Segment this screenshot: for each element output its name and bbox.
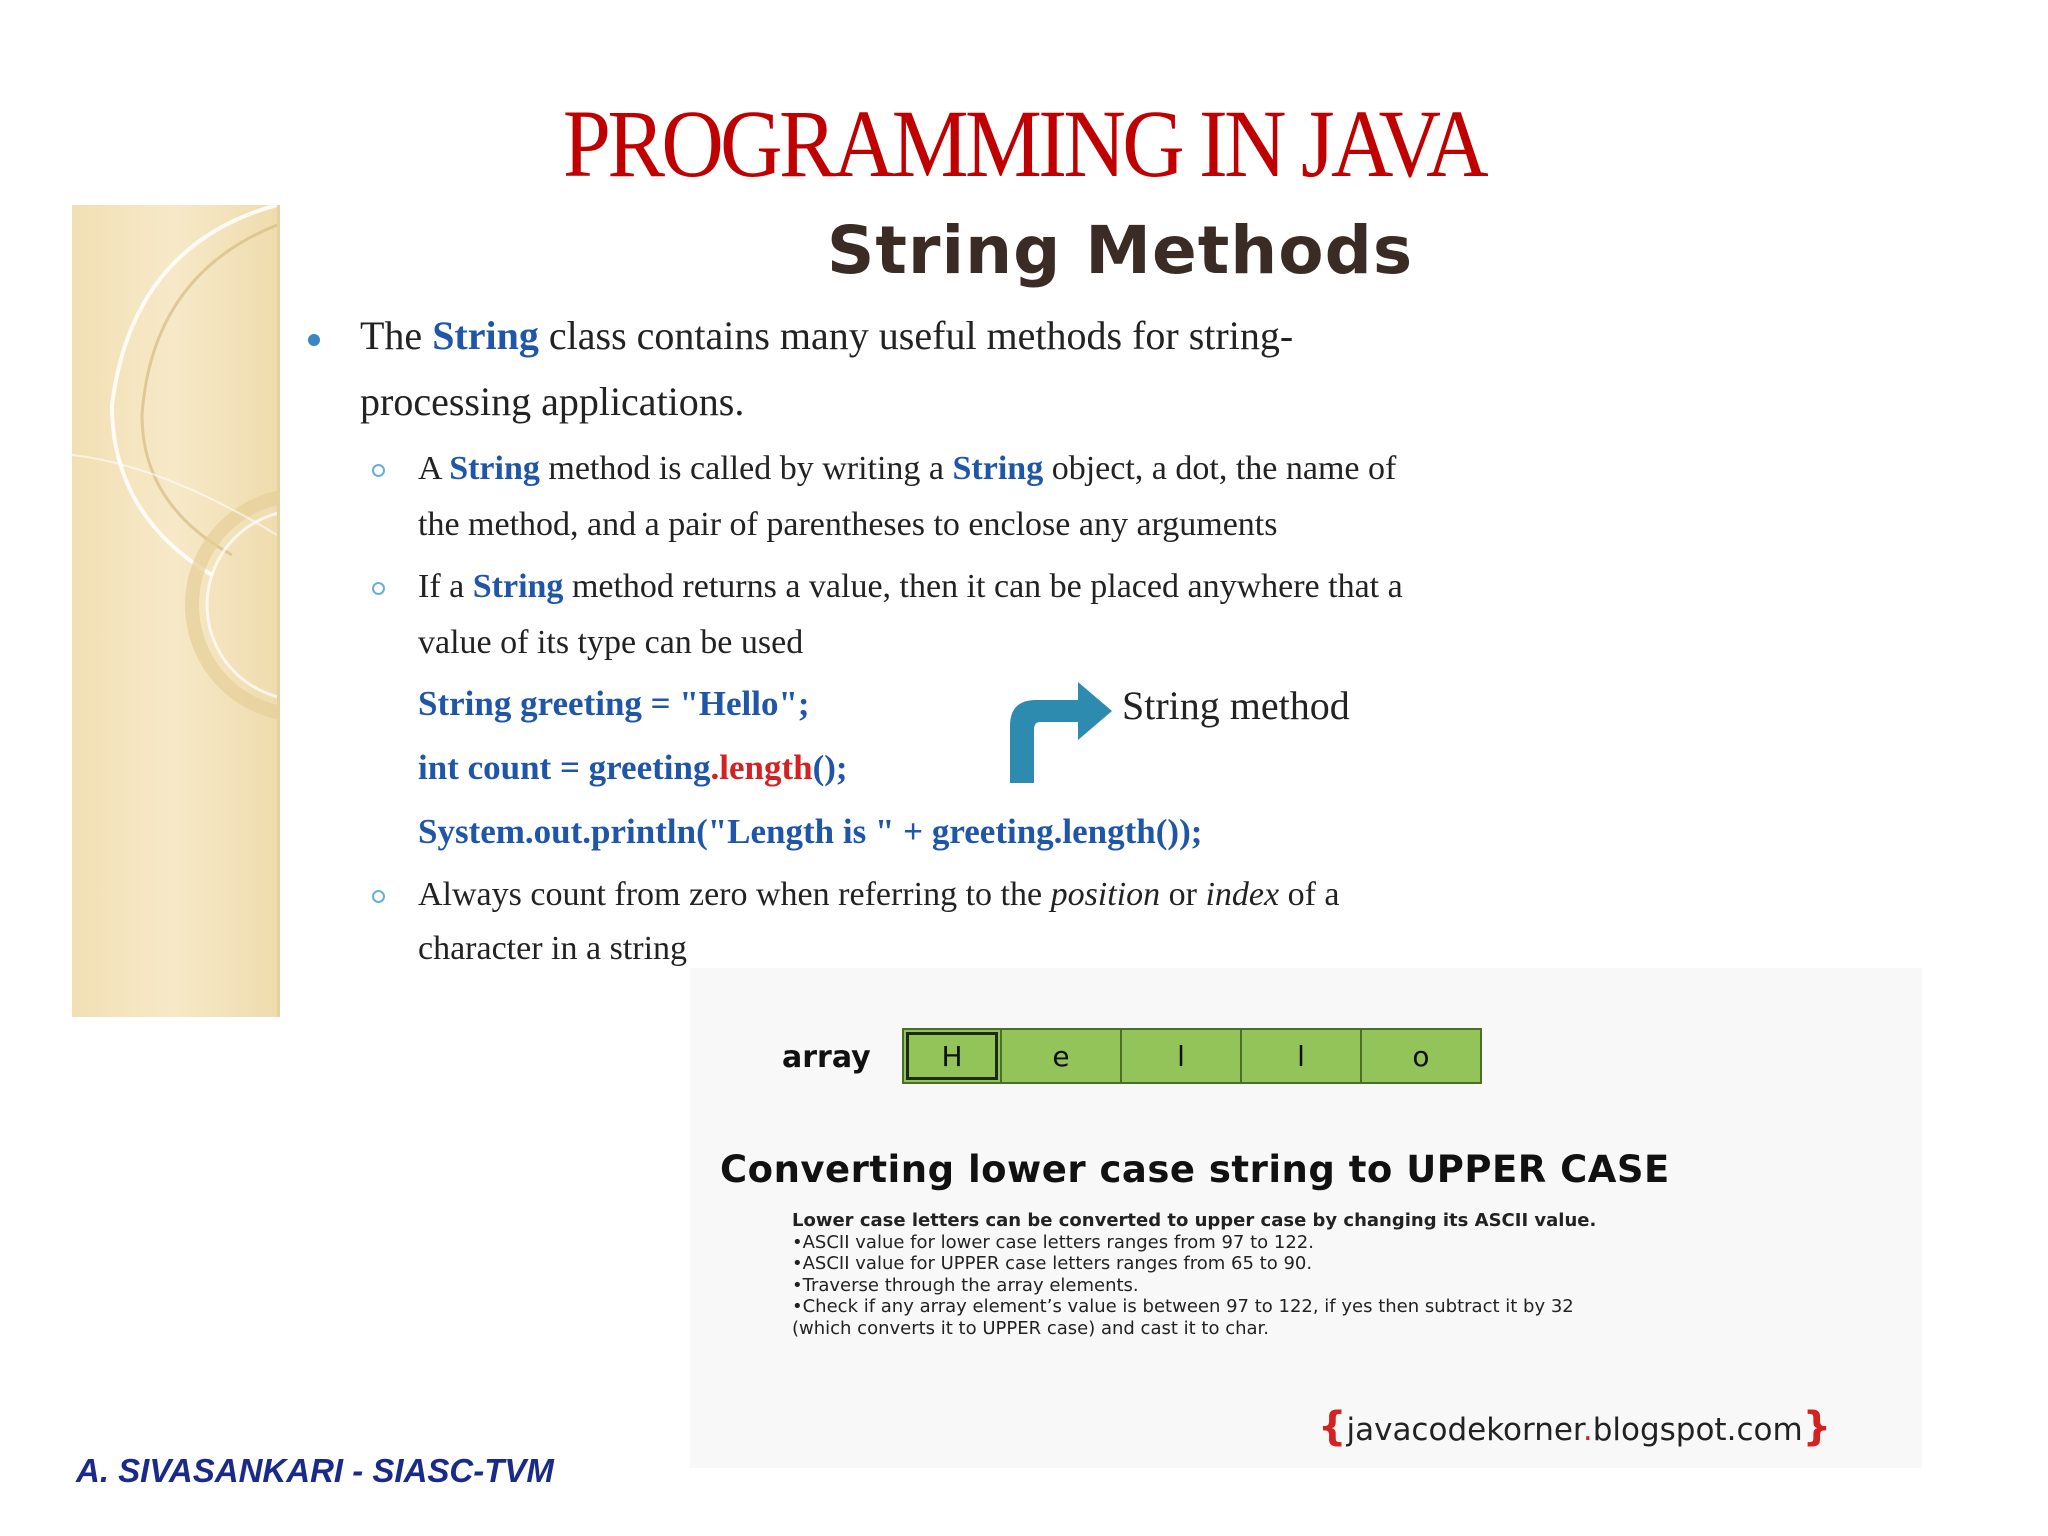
array-cell: l bbox=[1240, 1030, 1360, 1082]
keyword: String bbox=[449, 450, 540, 487]
curved-arrow-icon bbox=[1000, 678, 1120, 788]
array-diagram bbox=[902, 1028, 1482, 1084]
decorative-curves bbox=[72, 205, 277, 1017]
text: A bbox=[418, 450, 450, 487]
arrow-label: String method bbox=[1122, 683, 1350, 728]
text: method is called by writing a bbox=[539, 450, 953, 487]
array-cell: o bbox=[1360, 1030, 1480, 1082]
sub-bullet-icon bbox=[372, 890, 385, 903]
bullet-text-line: processing applications. bbox=[360, 379, 745, 424]
text: class contains many useful methods for string- bbox=[538, 313, 1294, 358]
emphasis: index bbox=[1205, 876, 1280, 913]
text: method returns a value, then it can be placed anywhere that a bbox=[563, 568, 1403, 605]
text: If a bbox=[418, 568, 473, 605]
sub-bullet-icon bbox=[372, 464, 385, 477]
text: or bbox=[1160, 876, 1206, 913]
keyword: String bbox=[432, 313, 539, 358]
array-cell: l bbox=[1120, 1030, 1240, 1082]
figure-item: •ASCII value for UPPER case letters ranges from 65 to 90. bbox=[792, 1253, 1313, 1274]
code-highlight: .length bbox=[710, 748, 813, 787]
blog-name: javacodekorner bbox=[1346, 1412, 1583, 1448]
bullet-text-line bbox=[360, 312, 1293, 359]
figure-heading: Converting lower case string to UPPER CASE bbox=[720, 1148, 1670, 1191]
blog-name: blogspot.com bbox=[1592, 1412, 1803, 1448]
code-line-2 bbox=[418, 748, 848, 788]
array-cell: H bbox=[904, 1030, 1000, 1082]
figure-item: •Traverse through the array elements. bbox=[792, 1274, 1139, 1296]
text: object, a dot, the name of bbox=[1043, 450, 1397, 487]
array-label: array bbox=[782, 1040, 871, 1075]
text: Always count from zero when referring to the bbox=[418, 876, 1051, 913]
figure-lead: Lower case letters can be converted to upper case by changing its ASCII value. bbox=[792, 1210, 1597, 1231]
slide-title: PROGRAMMING IN JAVA bbox=[562, 90, 1486, 197]
array-cell: e bbox=[1000, 1030, 1120, 1082]
text: of a bbox=[1279, 876, 1340, 913]
source-watermark bbox=[1318, 1404, 1831, 1450]
sub-bullet-text-line bbox=[418, 568, 1403, 606]
sub-bullet-text-line: character in a string bbox=[418, 930, 688, 967]
figure-item: •ASCII value for lower case letters ranges from 97 to 122. bbox=[792, 1231, 1314, 1253]
sub-bullet-text-line: value of its type can be used bbox=[418, 624, 804, 661]
code-text: int count = greeting bbox=[418, 748, 711, 787]
code-line-3: System.out.println("Length is " + greeting.length()); bbox=[418, 812, 1203, 851]
emphasis: position bbox=[1050, 876, 1161, 913]
text: The bbox=[360, 313, 433, 358]
brace: { bbox=[1318, 1404, 1347, 1450]
keyword: String bbox=[472, 568, 564, 605]
decorative-side-panel bbox=[72, 205, 280, 1017]
figure-item: •Check if any array element’s value is between 97 to 122, if yes then subtract it by 32 bbox=[792, 1296, 1574, 1317]
keyword: String bbox=[952, 450, 1044, 487]
brace: } bbox=[1802, 1404, 1832, 1450]
sub-bullet-text-line: the method, and a pair of parentheses to enclose any arguments bbox=[418, 506, 1278, 543]
figure-text bbox=[792, 1210, 1892, 1339]
code-line-1: String greeting = "Hello"; bbox=[418, 684, 810, 723]
footer-author: A. SIVASANKARI - SIASC-TVM bbox=[76, 1452, 554, 1489]
sub-bullet-text-line bbox=[418, 450, 1396, 488]
sub-bullet-icon bbox=[372, 582, 385, 595]
code-text: (); bbox=[812, 748, 848, 787]
blog-dot: . bbox=[1582, 1412, 1593, 1448]
figure-item: (which converts it to UPPER case) and cast it to char. bbox=[792, 1317, 1270, 1339]
bullet-icon bbox=[308, 334, 320, 346]
sub-bullet-text-line bbox=[418, 876, 1340, 914]
section-heading: String Methods bbox=[826, 212, 1414, 289]
